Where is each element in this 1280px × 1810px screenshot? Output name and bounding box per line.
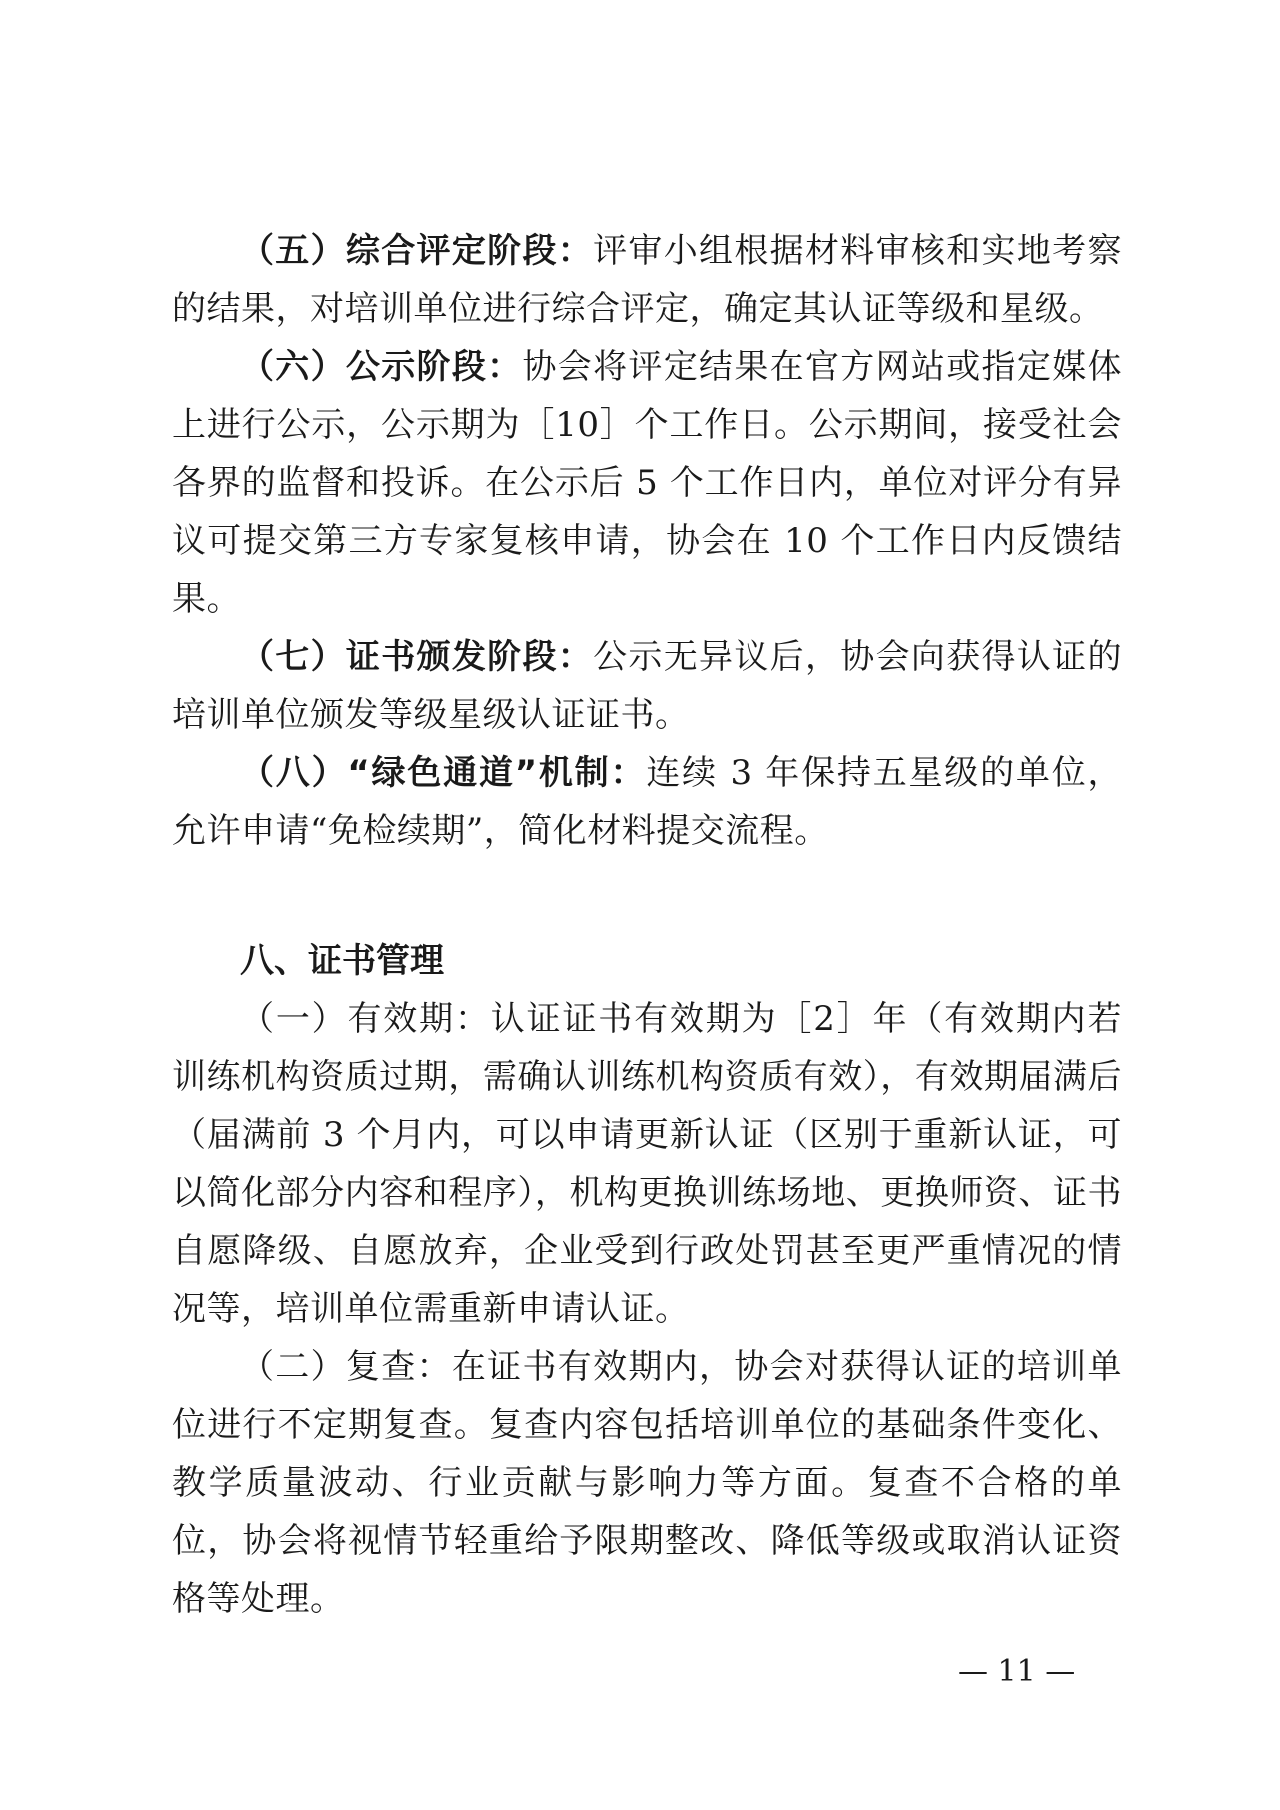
paragraph-text: 协会将评定结果在官方网站或指定媒体上进行公示，公示期为［10］个工作日。公示期间，接受社会各界的监督和投诉。在公示后 5 个工作日内，单位对评分有异议可提交第三方专家复核申请，协会在 10 个工作日内反馈结果。 [172,347,1122,619]
paragraph-text: 连续 3 年保持五星级的单位，允许申请“免检续期”，简化材料提交流程。 [172,753,1122,851]
paragraph-lead: （五）综合评定阶段： [240,231,594,271]
paragraph-lead: （八）“绿色通道”机制： [240,753,647,793]
paragraph-text: 公示无异议后，协会向获得认证的培训单位颁发等级星级认证证书。 [172,637,1122,735]
chapter-heading: 八、证书管理 [240,941,444,981]
paragraph-lead: （一）有效期： [240,999,491,1039]
paragraph-lead: （六）公示阶段： [240,347,523,387]
paragraph-validity-period [172,990,1122,1338]
paragraph-lead: （七）证书颁发阶段： [240,637,594,677]
paragraph-text: 认证证书有效期为［2］年（有效期内若训练机构资质过期，需确认训练机构资质有效），有效期届满后（届满前 3 个月内，可以申请更新认证（区别于重新认证，可以简化部分内容和程序），机构更换训练场地、更换师资、证书自愿降级、自愿放弃，企业受到行政处罚甚至更严重情况的情况等，培训单位需重新申请认证。 [172,999,1122,1329]
page-number-text: — 11 — [958,1654,1076,1689]
paragraph-green-channel [172,744,1122,860]
paragraph-review [172,1338,1122,1628]
paragraph-text: 评审小组根据材料审核和实地考察的结果，对培训单位进行综合评定，确定其认证等级和星级。 [172,231,1122,329]
document-body [172,222,1122,1628]
paragraph-lead: （二）复查： [240,1347,452,1387]
paragraph-public-notice [172,338,1122,628]
paragraph-certificate-issuance [172,628,1122,744]
section-gap [172,860,1122,932]
paragraph-comprehensive-evaluation [172,222,1122,338]
paragraph-text: 在证书有效期内，协会对获得认证的培训单位进行不定期复查。复查内容包括培训单位的基础条件变化、教学质量波动、行业贡献与影响力等方面。复查不合格的单位，协会将视情节轻重给予限期整改、降低等级或取消认证资格等处理。 [172,1347,1122,1619]
